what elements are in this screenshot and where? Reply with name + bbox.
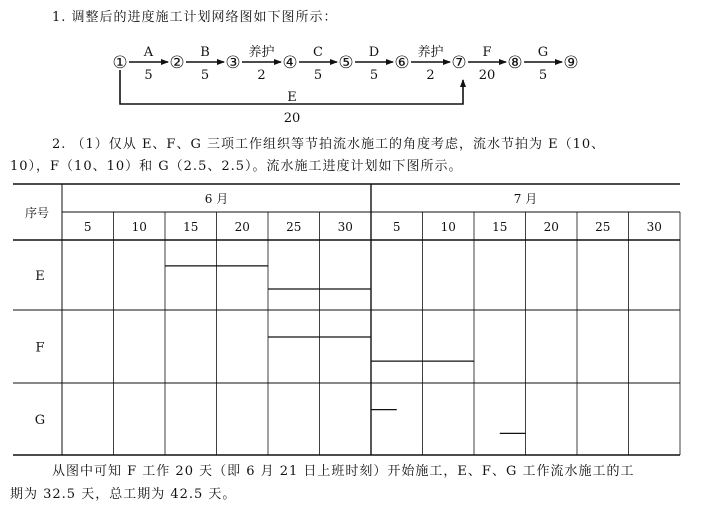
paragraph-1: 1. 调整后的进度施工计划网络图如下图所示： xyxy=(52,10,338,25)
network-node: ① xyxy=(112,53,128,73)
network-node: ④ xyxy=(282,53,298,73)
conclusion-line-1: 从图中可知 F 工作 20 天（即 6 月 21 日上班时刻）开始施工，E、F、G 工作流水施工的工 xyxy=(52,464,635,479)
activity-duration: 5 xyxy=(538,68,548,83)
day-header: 30 xyxy=(646,220,662,234)
activity-duration: 2 xyxy=(426,68,435,83)
paragraph-2-line-1: 2. （1）仅从 E、F、G 三项工作组织等节拍流水施工的角度考虑，流水节拍为 E（10、 xyxy=(52,137,606,152)
activity-duration: 2 xyxy=(257,68,266,83)
network-node: ⑥ xyxy=(394,53,410,73)
network-node: ⑦ xyxy=(451,53,467,73)
day-header: 25 xyxy=(286,220,302,234)
activity-duration: 20 xyxy=(478,68,496,83)
activity-label: 养护 xyxy=(417,45,444,60)
activity-duration: 5 xyxy=(144,68,153,83)
activity-label: D xyxy=(368,45,380,60)
row-label: F xyxy=(35,340,45,356)
network-node: ⑤ xyxy=(338,53,354,73)
day-header: 5 xyxy=(83,220,92,234)
month-header: 7 月 xyxy=(513,192,538,206)
activity-label: A xyxy=(143,45,154,60)
activity-label: C xyxy=(313,45,323,60)
activity-label: 养护 xyxy=(248,45,275,60)
activity-label: G xyxy=(537,45,549,60)
day-header: 30 xyxy=(337,220,353,234)
activity-label: B xyxy=(200,45,210,60)
bypass-duration: 20 xyxy=(283,111,301,126)
conclusion-line-2: 期为 32.5 天，总工期为 42.5 天。 xyxy=(10,487,237,502)
day-header: 25 xyxy=(595,220,611,234)
activity-duration: 5 xyxy=(200,68,210,83)
row-label: E xyxy=(35,269,45,284)
row-header: 序号 xyxy=(24,206,50,220)
day-header: 5 xyxy=(392,220,401,234)
activity-duration: 5 xyxy=(313,68,323,83)
day-header: 10 xyxy=(131,220,147,234)
day-header: 20 xyxy=(234,220,250,234)
day-header: 15 xyxy=(492,220,508,234)
paragraph-2-line-2: 10），F（10、10）和 G（2.5、2.5）。流水施工进度计划如下图所示。 xyxy=(10,159,463,174)
month-header: 6 月 xyxy=(204,192,229,206)
network-node: ② xyxy=(169,53,185,73)
network-node: ③ xyxy=(225,53,241,73)
activity-duration: 5 xyxy=(369,68,379,83)
activity-label: F xyxy=(482,45,492,60)
network-node: ⑧ xyxy=(507,53,523,73)
day-header: 20 xyxy=(543,220,559,234)
day-header: 15 xyxy=(183,220,199,234)
network-node: ⑨ xyxy=(563,53,579,73)
day-header: 10 xyxy=(440,220,456,234)
row-label: G xyxy=(34,413,46,428)
bypass-label: E xyxy=(287,90,297,105)
